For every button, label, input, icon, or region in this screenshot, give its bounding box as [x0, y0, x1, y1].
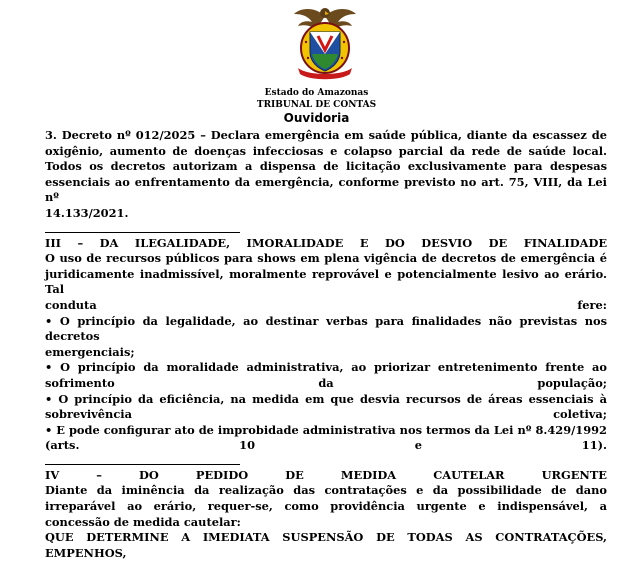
state-name: Estado do Amazonas: [264, 88, 369, 98]
section-title: Ouvidoria: [283, 111, 350, 125]
bullet-improbity: • E pode configurar ato de improbidade administrativa nos termos da Lei nº 8.429/1992: [45, 422, 607, 437]
item-3-tail: 14.133/2021.: [45, 205, 129, 220]
bullet-legality-cont: emergenciais;: [45, 344, 135, 359]
item-3-text: 3. Decreto nº 012/2025 – Declara emergência em saúde pública, diante da escassez de oxigênio, aumento de doenças infecciosas e colapso parcial da rede de saúde local. Todos os decretos autorizam a dispensa de licitação exclusivamente para despesas essenciais ao enfrentamento da emergência, conforme previsto no art. 75, VIII, da Lei nº: [45, 128, 607, 205]
section-3-paragraph: O uso de recursos públicos para shows em plena vigência de decretos de emergência é juridicamente inadmissível, moralmente reprovável e potencialmente lesivo ao erário. Tal: [45, 251, 607, 297]
section-3-title: III – DA ILEGALIDADE, IMORALIDADE E DO DESVIO DE FINALIDADE: [45, 235, 607, 250]
divider-line: [45, 454, 240, 465]
bullet-morality: • O princípio da moralidade administrativa, ao priorizar entretenimento frente ao: [45, 360, 607, 375]
bullet-efficiency: • O princípio da eficiência, na medida em que desvia recursos de áreas essenciais à: [45, 391, 607, 406]
bullet-morality-cont: sofrimento da população;: [45, 375, 607, 390]
section-4-paragraph: Diante da iminência da realização das contratações e da possibilidade de dano irreparável ao erário, requer-se, como providência urgente e indispensável, a concessão de medida cautelar:: [45, 483, 607, 529]
bullet-efficiency-cont: sobrevivência coletiva;: [45, 407, 607, 422]
conduta-line: conduta fere:: [45, 297, 607, 312]
bullet-improbity-cont: (arts. 10 e 11).: [45, 438, 607, 453]
court-name: TRIBUNAL DE CONTAS: [256, 100, 377, 110]
divider-line: [45, 222, 240, 233]
document-body: [45, 128, 607, 561]
section-4-request-line: QUE DETERMINE A IMEDIATA SUSPENSÃO DE TODAS AS CONTRATAÇÕES, EMPENHOS,: [45, 530, 607, 560]
section-4-title: IV – DO PEDIDO DE MEDIDA CAUTELAR URGENTE: [45, 467, 607, 482]
bullet-legality: • O princípio da legalidade, ao destinar verbas para finalidades não previstas nos decretos: [45, 313, 607, 344]
coat-of-arms-icon: [292, 2, 358, 82]
